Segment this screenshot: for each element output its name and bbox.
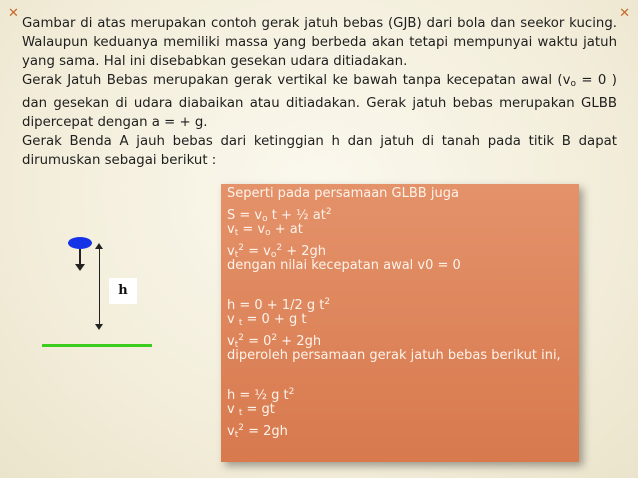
- ground-line: [42, 344, 152, 347]
- equation-line: Seperti pada persamaan GLBB juga: [227, 186, 459, 201]
- height-label: h: [109, 278, 137, 304]
- paragraph-benda-a: Gerak Benda A jauh bebas dari ketinggian h dan jatuh di tanah pada titik B dapat dirumuskan sebagai berikut :: [22, 134, 617, 168]
- equation-line: dengan nilai kecepatan awal v0 = 0: [227, 258, 461, 273]
- equation-line: $v_t^2 = v_o^2 + 2gh$: [227, 243, 326, 260]
- equation-line: v $_t$ = gt: [227, 402, 275, 418]
- equation-line: v $_t$ = 0 + g t: [227, 312, 307, 328]
- equation-line: $v_t^2 = 0^2 + 2gh$: [227, 333, 322, 350]
- equation-line: h = ½ g $t^2$: [227, 387, 295, 403]
- equations-box: [221, 184, 579, 462]
- height-arrow-bottom: [95, 324, 103, 330]
- ball: [68, 237, 92, 249]
- paragraph-gjb-intro: Gambar di atas merupakan contoh gerak jatuh bebas (GJB) dari bola dan seekor kucing. Walaupun keduanya memiliki massa yang berbeda akan tetapi mempunyai waktu jatuh yang sama. Hal ini disebabkan gesekan udara ditiadakan.: [22, 16, 617, 69]
- equation-line: h = 0 + 1/2 g $t^2$: [227, 297, 331, 313]
- equation-line: $v_t^2 = 2gh$: [227, 423, 288, 440]
- corner-x-icon: ✕: [8, 6, 19, 21]
- fall-arrow-head: [75, 264, 85, 271]
- height-dimension-line: [99, 247, 100, 327]
- paragraph-gjb-definition: Gerak Jatuh Bebas merupakan gerak vertikal ke bawah tanpa kecepatan awal ($v_o = 0$ ) dan gesekan di udara diabaikan atau ditiadakan. Gerak jatuh bebas merupakan GLBB dipercepat dengan a = + g.: [22, 73, 617, 130]
- spacer: [227, 365, 579, 383]
- corner-x-icon: ✕: [619, 6, 630, 21]
- equation-line: $v_t = v_o$ + at: [227, 222, 303, 238]
- spacer: [227, 275, 579, 293]
- body-text: [22, 14, 617, 170]
- equation-line: $S = v_o$ t + ½ $at^2$: [227, 207, 332, 224]
- height-arrow-top: [95, 243, 103, 249]
- equation-line: diperoleh persamaan gerak jatuh bebas berikut ini,: [227, 348, 561, 363]
